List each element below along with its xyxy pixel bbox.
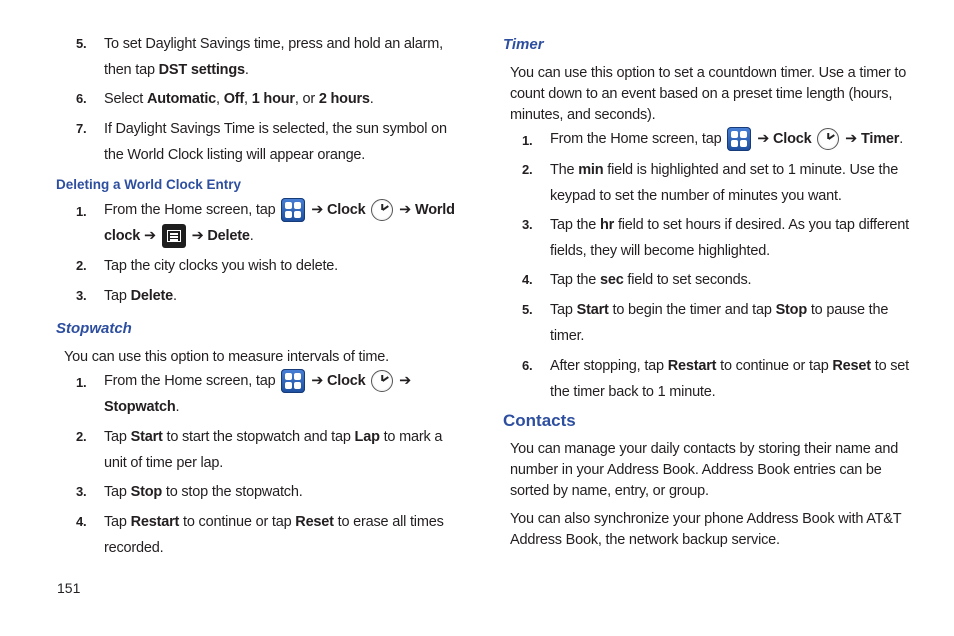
heading-timer: Timer [503, 36, 544, 53]
applications-icon [281, 198, 305, 222]
contacts-para-2: You can also synchronize your phone Address Book with AT&T Address Book, the network backup service. [510, 511, 902, 548]
heading-deleting-world-clock: Deleting a World Clock Entry [56, 177, 242, 192]
step-number: 1. [522, 133, 533, 148]
step-number: 2. [76, 258, 87, 273]
step-number: 6. [522, 358, 533, 373]
clock-icon [817, 128, 839, 150]
heading-stopwatch: Stopwatch [56, 320, 132, 337]
step-text: Tap Start to start the stopwatch and tap Lap to mark a unit of time per lap. [104, 429, 443, 471]
contacts-para-1: You can manage your daily contacts by storing their name and number in your Address Book. Address Book entries can be sorted by name, entry, or group. [510, 441, 899, 499]
step-number: 7. [76, 121, 87, 136]
step-text: Tap Restart to continue or tap Reset to erase all times recorded. [104, 514, 444, 556]
step-text: The min field is highlighted and set to 1 minute. Use the keypad to set the number of minutes you want. [550, 162, 899, 204]
step-number: 3. [76, 288, 87, 303]
step-text: Tap the city clocks you wish to delete. [104, 258, 338, 274]
step-text: Tap the hr field to set hours if desired. As you tap different fields, they will become highlighted. [550, 217, 909, 259]
step-text: From the Home screen, tap ➔ Clock ➔ World clock ➔ ➔ Delete. [104, 197, 466, 249]
step-text: Tap the sec field to set seconds. [550, 272, 752, 288]
applications-icon [281, 369, 305, 393]
page-number: 151 [57, 580, 81, 596]
heading-contacts: Contacts [503, 411, 576, 430]
stopwatch-intro: You can use this option to measure intervals of time. [64, 349, 389, 365]
applications-icon [727, 127, 751, 151]
step-number: 6. [76, 91, 87, 106]
step-number: 4. [76, 514, 87, 529]
step-number: 2. [522, 162, 533, 177]
step-text: Tap Stop to stop the stopwatch. [104, 484, 303, 500]
step-text: After stopping, tap Restart to continue or tap Reset to set the timer back to 1 minute. [550, 358, 909, 400]
step-number: 5. [522, 302, 533, 317]
step-number: 5. [76, 36, 87, 51]
step-number: 2. [76, 429, 87, 444]
step-text: From the Home screen, tap ➔ Clock ➔ Stopwatch. [104, 368, 466, 420]
step-text: To set Daylight Savings time, press and hold an alarm, then tap DST settings. [104, 36, 443, 78]
step-text: From the Home screen, tap ➔ Clock ➔ Timer. [550, 126, 912, 152]
clock-icon [371, 370, 393, 392]
clock-icon [371, 199, 393, 221]
step-text: Tap Start to begin the timer and tap Stop to pause the timer. [550, 302, 889, 344]
step-number: 1. [76, 375, 87, 390]
step-text: If Daylight Savings Time is selected, the sun symbol on the World Clock listing will appear orange. [104, 121, 447, 163]
step-text: Select Automatic, Off, 1 hour, or 2 hours. [104, 91, 374, 107]
step-number: 4. [522, 272, 533, 287]
step-number: 3. [76, 484, 87, 499]
step-number: 3. [522, 217, 533, 232]
step-number: 1. [76, 204, 87, 219]
menu-icon [162, 224, 186, 248]
step-text: Tap Delete. [104, 288, 177, 304]
timer-intro: You can use this option to set a countdown timer. Use a timer to count down to an event based on a preset time length (hours, minutes, and seconds). [510, 65, 907, 123]
